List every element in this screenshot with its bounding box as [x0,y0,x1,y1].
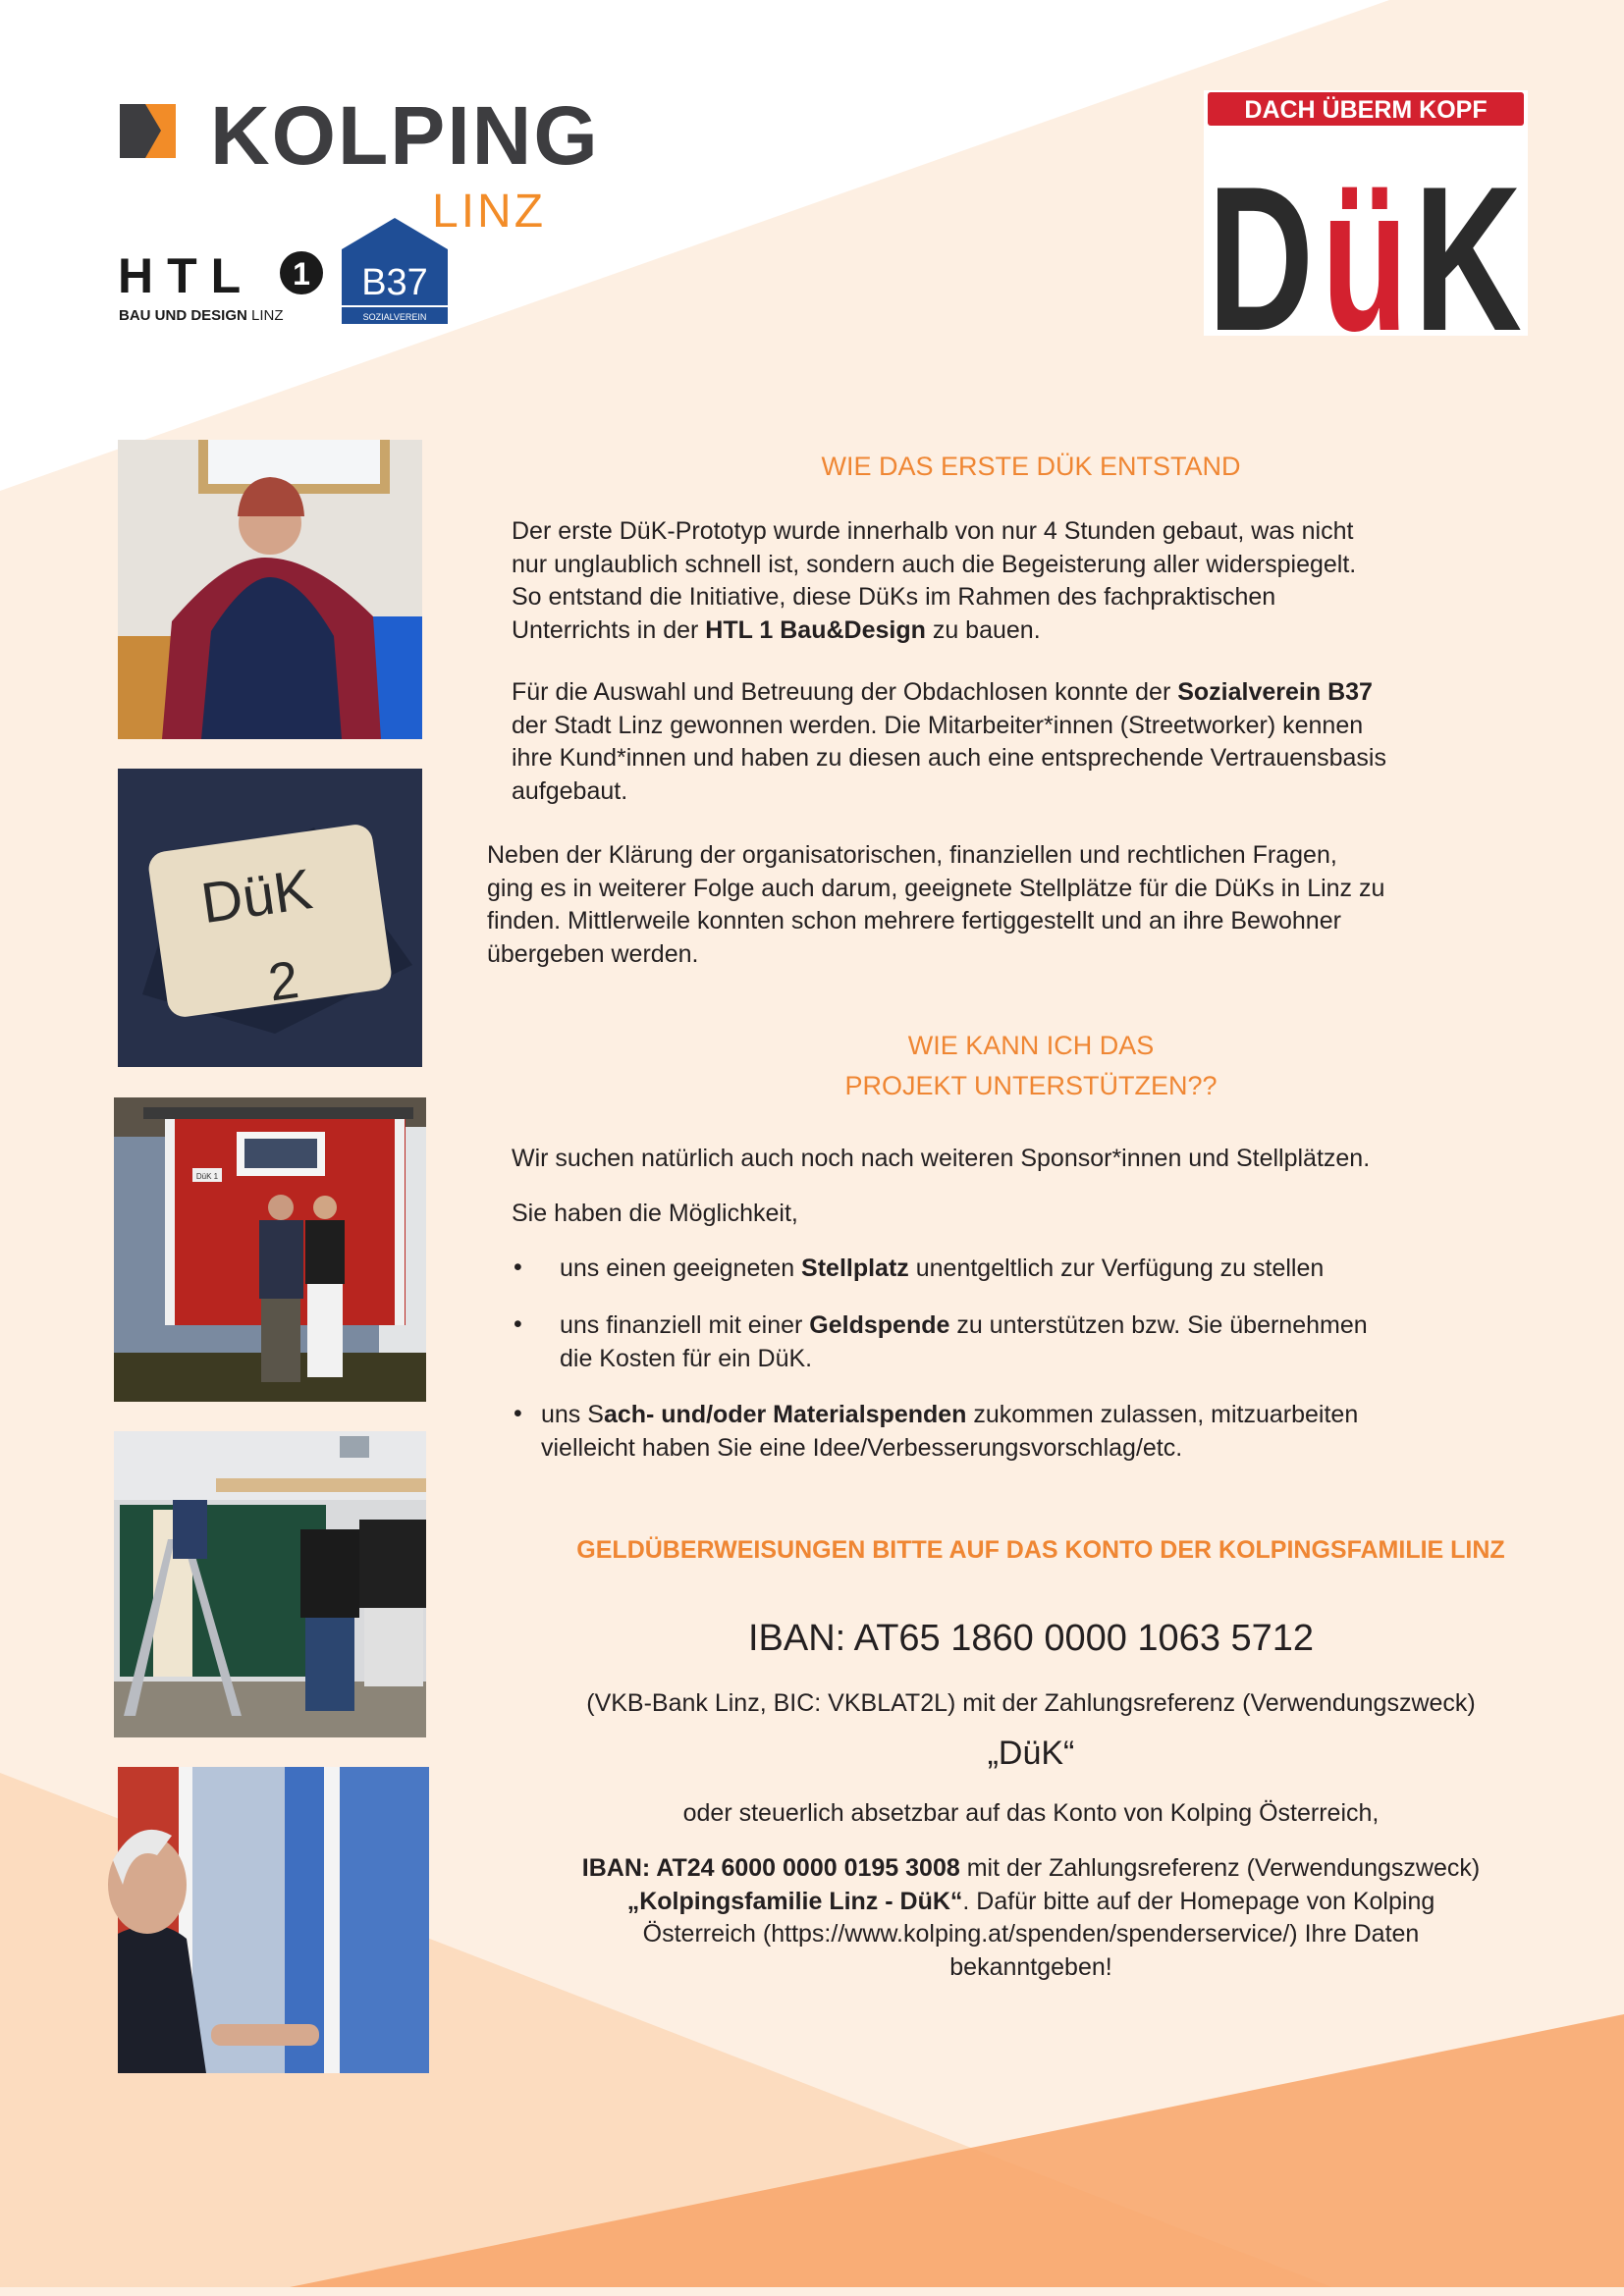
bullet-item-geldspende [560,1309,1368,1375]
text-line [560,1309,1368,1343]
bold-text-segment: IBAN: AT24 6000 0000 0195 3008 [581,1854,960,1882]
photo-red-hut-with-people [114,1097,426,1402]
kolping-name: KOLPING [210,89,600,182]
text-segment: aufgebaut. [512,776,628,805]
text-segment: Unterrichts in der [512,615,706,644]
text-line [560,1343,1368,1376]
text-line [512,775,1386,809]
htl-number: 1 [293,256,310,292]
text-line [442,1918,1620,1951]
payment-reference: „DüK“ [987,1735,1075,1772]
bold-text-segment: Sozialverein B37 [1177,678,1373,706]
text-line [487,938,1384,972]
support-possibility-text: Sie haben die Möglichkeit, [512,1200,798,1227]
kolping-logo [116,88,636,236]
text-segment: mit der Zahlungsreferenz (Verwendungszweck) [959,1854,1481,1882]
bullet-icon: • [514,1254,522,1281]
paragraph-prototype [512,515,1356,647]
text-line [442,1852,1620,1886]
text-segment: Österreich (https://www.kolping.at/spenden/spenderservice/) Ihre Daten [642,1920,1420,1948]
text-line [512,581,1356,614]
paragraph-stellplaetze [487,839,1384,971]
text-line [487,873,1384,906]
text-segment: unentgeltlich zur Verfügung zu stellen [908,1255,1325,1282]
section-heading-origin: WIE DAS ERSTE DÜK ENTSTAND [821,452,1241,481]
htl-subtitle: BAU UND DESIGN LINZ [119,307,284,324]
iban-main: IBAN: AT65 1860 0000 1063 5712 [747,1618,1315,1659]
photo-duek-2-sign [118,769,422,1067]
text-segment: zukommen zulassen, mitzuarbeiten [966,1401,1359,1428]
photo-man-at-door [118,1767,429,2073]
iban-alt-block [442,1852,1620,1984]
bank-info: (VKB-Bank Linz, BIC: VKBLAT2L) mit der Zahlungsreferenz (Verwendungszweck) [586,1689,1476,1717]
text-segment: vielleicht haben Sie eine Idee/Verbesserungsvorschlag/etc. [541,1433,1183,1462]
bullet-item-materialspenden [541,1399,1358,1465]
support-intro-text: Wir suchen natürlich auch noch nach weiteren Sponsor*innen und Stellplätzen. [512,1145,1371,1172]
text-line [541,1432,1358,1466]
text-segment: zu unterstützen bzw. Sie übernehmen [949,1311,1368,1339]
text-segment: zu bauen. [925,615,1041,644]
text-segment: ging es in weiterer Folge auch darum, geeignete Stellplätze für die DüKs in Linz zu [487,874,1385,902]
text-segment: uns finanziell mit einer [560,1311,810,1339]
duek-letter-u: ü [1322,143,1408,374]
kolping-city: LINZ [432,186,547,238]
duek-banner: DACH ÜBERM KOPF [1244,96,1488,124]
alternative-account-text: oder steuerlich absetzbar auf das Konto von Kolping Österreich, [682,1799,1380,1827]
text-line [560,1253,1324,1286]
text-line [512,742,1386,775]
text-segment: Der erste DüK-Prototyp wurde innerhalb von nur 4 Stunden gebaut, was nicht [512,517,1354,545]
text-segment: ihre Kund*innen und haben zu diesen auch eine entsprechende Vertrauensbasis [512,744,1386,772]
text-segment: nur unglaublich schnell ist, sondern auch die Begeisterung aller widerspiegelt. [512,550,1357,578]
sign-text-duek: DüK [197,857,316,936]
text-segment: bekanntgeben! [949,1952,1112,1981]
text-segment: der Stadt Linz gewonnen werden. Die Mitarbeiter*innen (Streetworker) kennen [512,711,1364,739]
duek-logo [1204,90,1528,374]
bullet-icon: • [514,1310,522,1338]
paragraph-sozialverein [512,676,1386,808]
htl-letters: HTL [118,248,255,303]
hut-sign-text: DüK 1 [195,1172,219,1181]
text-segment: uns S [541,1401,604,1428]
duek-letter-d: D [1208,143,1314,374]
text-line [541,1399,1358,1432]
text-line [487,905,1384,938]
text-line [512,515,1356,549]
text-segment: uns einen geeigneten [560,1255,802,1282]
text-segment: Für die Auswahl und Betreuung der Obdachlosen konnte der [512,678,1178,706]
text-segment: Neben der Klärung der organisatorischen, finanziellen und rechtlichen Fragen, [487,841,1337,869]
text-line [442,1886,1620,1919]
text-segment: übergeben werden. [487,939,699,968]
bottom-strip [0,2287,1624,2296]
b37-subtitle: SOZIALVEREIN [362,312,427,322]
sign-text-number: 2 [264,949,302,1013]
text-segment: die Kosten für ein DüK. [560,1344,813,1372]
section-heading-support-line2: PROJEKT UNTERSTÜTZEN?? [844,1071,1218,1100]
text-line [512,614,1356,648]
text-line [512,676,1386,710]
bullet-icon: • [514,1400,522,1427]
htl-logo [116,241,342,330]
text-line [442,1951,1620,1985]
text-segment: So entstand die Initiative, diese DüKs im Rahmen des fachpraktischen [512,583,1276,611]
photo-man-in-jacket [118,440,422,739]
b37-name: B37 [361,262,428,303]
bullet-item-stellplatz [560,1253,1324,1286]
text-segment: finden. Mittlerweile konnten schon mehrere fertiggestellt und an ihre Bewohner [487,907,1341,934]
bold-text-segment: Stellplatz [801,1255,909,1282]
text-line [487,839,1384,873]
duek-letter-k: K [1414,143,1522,374]
bold-text-segment: ach- und/oder Materialspenden [603,1401,967,1428]
b37-logo [340,216,450,326]
donation-heading: GELDÜBERWEISUNGEN BITTE AUF DAS KONTO DER KOLPINGSFAMILIE LINZ [576,1536,1505,1564]
photo-building-hut-with-ladder [114,1431,426,1737]
bold-text-segment: HTL 1 Bau&Design [705,615,926,644]
bold-text-segment: Geldspende [809,1311,950,1339]
text-line [512,549,1356,582]
section-heading-support-line1: WIE KANN ICH DAS [907,1031,1155,1060]
bold-text-segment: „Kolpingsfamilie Linz - DüK“ [626,1887,963,1915]
text-segment: . Dafür bitte auf der Homepage von Kolping [962,1887,1435,1915]
text-line [512,710,1386,743]
